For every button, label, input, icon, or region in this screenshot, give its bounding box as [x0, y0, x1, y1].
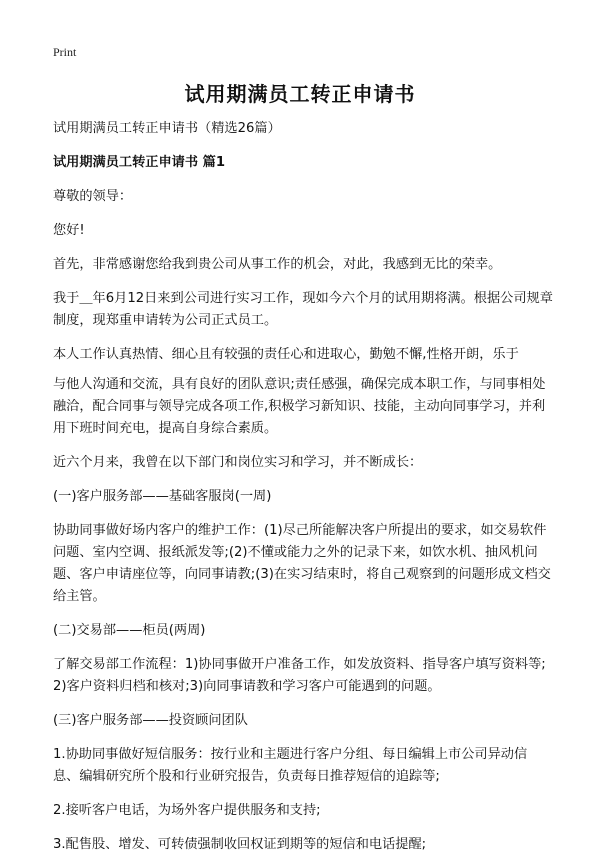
paragraph-trading: 了解交易部工作流程：1)协同事做开户准备工作，如发放资料、指导客户填写资料等;2)客户资料归档和核对;3)向同事请教和学习客户可能遇到的问题。 — [53, 657, 546, 694]
list-item-phone-service: 2.接听客户电话，为场外客户提供服务和支持; — [53, 803, 321, 818]
list-item-sms-service: 1.协助同事做好短信服务：按行业和主题进行客户分组、每日编辑上市公司异动信息、编辑研究所个股和行业研究报告，负责每日推荐短信的追踪等; — [53, 747, 528, 784]
paragraph-self-eval-2: 与他人沟通和交流，具有良好的团队意识;责任感强，确保完成本职工作，与同事相处融洽，配合同事与领导完成各项工作,积极学习新知识、技能，主动向同事学习，并利用下班时间充电，提高自身综合素质。 — [53, 377, 546, 436]
section-heading-trading: (二)交易部——柜员(两周) — [53, 623, 206, 638]
list-item-reminders: 3.配售股、增发、可转债强制收回权证到期等的短信和电话提醒; — [53, 837, 427, 852]
greeting: 尊敬的领导： — [53, 189, 133, 204]
paragraph-thanks: 首先，非常感谢您给我到贵公司从事工作的机会，对此，我感到无比的荣幸。 — [53, 257, 502, 272]
paragraph-self-eval-1: 本人工作认真热情、细心且有较强的责任心和进取心，勤勉不懈,性格开朗，乐于 — [53, 347, 519, 362]
salutation: 您好! — [53, 223, 85, 238]
document-title: 试用期满员工转正申请书 — [184, 82, 416, 106]
paragraph-intro: 我于＿年6月12日来到公司进行实习工作，现如今六个月的试用期将满。根据公司规章制度，现郑重申请转为公司正式员工。 — [53, 291, 553, 328]
paragraph-customer-service: 协助同事做好场内客户的维护工作：(1)尽己所能解决客户所提出的要求，如交易软件问题、室内空调、报纸派发等;(2)不懂或能力之外的记录下来，如饮水机、抽风机问题、客户申请座位等，向同事请教;(3)在实习结束时，将自己观察到的问题形成文档交给主管。 — [53, 523, 551, 604]
print-label: Print — [53, 45, 77, 59]
paragraph-growth: 近六个月来，我曾在以下部门和岗位实习和学习，并不断成长： — [53, 455, 423, 470]
document-body — [53, 118, 553, 868]
section-heading-customer-service: (一)客户服务部——基础客服岗(一周) — [53, 489, 272, 504]
document-subtitle: 试用期满员工转正申请书（精选26篇） — [53, 121, 281, 136]
article-heading: 试用期满员工转正申请书 篇1 — [53, 155, 226, 170]
section-heading-advisory: (三)客户服务部——投资顾问团队 — [53, 713, 248, 728]
